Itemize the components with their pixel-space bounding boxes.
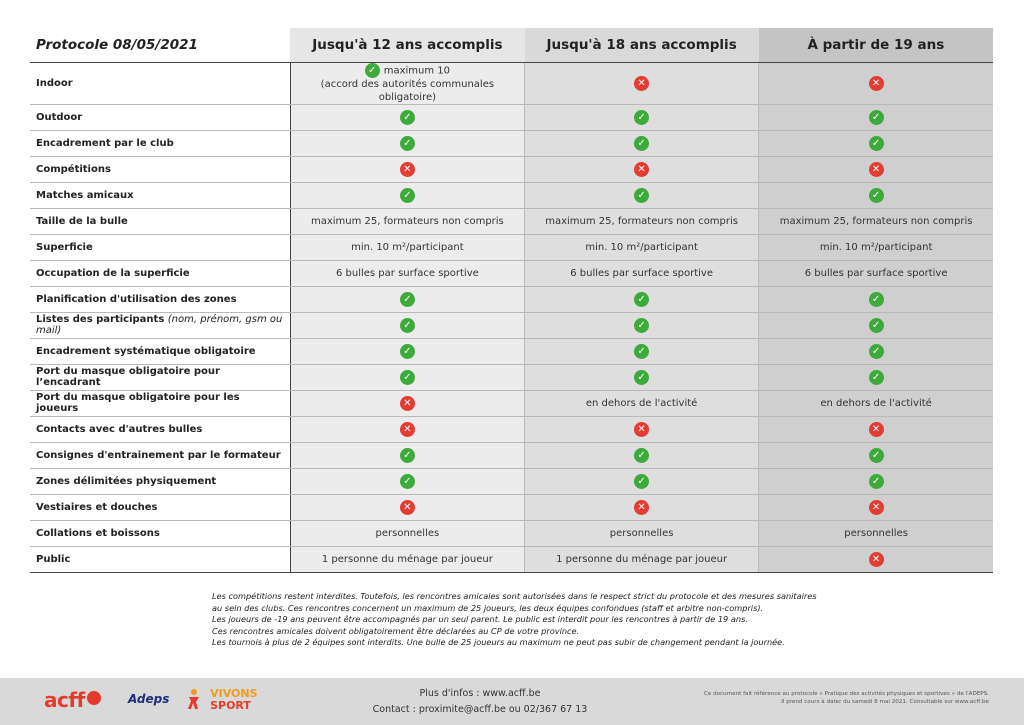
table-cell	[290, 338, 524, 364]
table-row	[30, 130, 993, 156]
cross-circle-icon: ✕	[634, 162, 649, 177]
table-cell	[290, 156, 524, 182]
row-label: Contacts avec d'autres bulles	[30, 416, 290, 442]
table-cell	[290, 182, 524, 208]
check-circle-icon: ✓	[869, 292, 884, 307]
table-cell	[759, 494, 993, 520]
table-cell	[290, 442, 524, 468]
check-circle-icon: ✓	[634, 344, 649, 359]
table-row	[30, 182, 993, 208]
check-circle-icon: ✓	[400, 136, 415, 151]
adeps-logo: Adeps	[128, 692, 170, 706]
table-cell	[290, 468, 524, 494]
protocol-table	[30, 28, 993, 573]
row-label: Superficie	[30, 234, 290, 260]
info-link[interactable]: Plus d'infos : www.acff.be	[419, 688, 541, 699]
vivons-sport-mark-icon	[186, 688, 202, 710]
table-cell: personnelles	[759, 520, 993, 546]
check-circle-icon: ✓	[634, 188, 649, 203]
table-cell	[759, 468, 993, 494]
footer-bar	[0, 678, 1024, 725]
table-row	[30, 286, 993, 312]
table-cell	[290, 104, 524, 130]
row-label: Listes des participants (nom, prénom, gsm ou mail)	[30, 312, 290, 338]
cross-circle-icon: ✕	[400, 396, 415, 411]
table-cell: min. 10 m²/participant	[525, 234, 759, 260]
check-circle-icon: ✓	[400, 318, 415, 333]
table-cell	[525, 494, 759, 520]
table-cell	[759, 546, 993, 572]
table-cell	[525, 130, 759, 156]
row-label: Indoor	[30, 62, 290, 104]
table-cell	[290, 364, 524, 390]
table-cell	[290, 286, 524, 312]
check-circle-icon: ✓	[634, 292, 649, 307]
table-cell: 6 bulles par surface sportive	[290, 260, 524, 286]
row-label: Planification d'utilisation des zones	[30, 286, 290, 312]
table-cell	[759, 416, 993, 442]
table-cell	[525, 156, 759, 182]
cross-circle-icon: ✕	[400, 500, 415, 515]
cross-circle-icon: ✕	[869, 76, 884, 91]
vivons-sport-logo: VIVONS SPORT	[186, 688, 258, 712]
table-cell: 6 bulles par surface sportive	[525, 260, 759, 286]
check-circle-icon: ✓	[869, 344, 884, 359]
table-cell: min. 10 m²/participant	[759, 234, 993, 260]
column-header-19: À partir de 19 ans	[759, 28, 993, 62]
table-row	[30, 390, 993, 416]
table-header-row	[30, 28, 993, 62]
check-circle-icon: ✓	[869, 448, 884, 463]
table-row	[30, 62, 993, 104]
row-label: Occupation de la superficie	[30, 260, 290, 286]
table-cell	[759, 156, 993, 182]
check-circle-icon: ✓	[634, 448, 649, 463]
table-cell: en dehors de l'activité	[759, 390, 993, 416]
page-title: Protocole 08/05/2021	[30, 28, 290, 62]
table-cell	[525, 104, 759, 130]
table-cell: 1 personne du ménage par joueur	[290, 546, 524, 572]
table-row	[30, 364, 993, 390]
table-row	[30, 260, 993, 286]
check-circle-icon: ✓	[869, 318, 884, 333]
cross-circle-icon: ✕	[634, 500, 649, 515]
table-row	[30, 338, 993, 364]
contact-info	[360, 686, 600, 718]
row-label: Vestiaires et douches	[30, 494, 290, 520]
cross-circle-icon: ✕	[634, 422, 649, 437]
cross-circle-icon: ✕	[400, 422, 415, 437]
table-row	[30, 234, 993, 260]
check-circle-icon: ✓	[634, 370, 649, 385]
table-cell: ✓ maximum 10 (accord des autorités communales obligatoire)	[290, 62, 524, 104]
row-label: Public	[30, 546, 290, 572]
table-cell	[290, 416, 524, 442]
table-row	[30, 494, 993, 520]
column-header-18: Jusqu'à 18 ans accomplis	[525, 28, 759, 62]
table-cell	[759, 104, 993, 130]
cross-circle-icon: ✕	[869, 162, 884, 177]
table-cell: maximum 25, formateurs non compris	[759, 208, 993, 234]
table-row	[30, 312, 993, 338]
reference-note: Ce document fait référence au protocole « Pratique des activités physiques et sportives » de l'ADEPS. Il prend cours à dater du samedi 8 mai 2021. Consultable sur www.acff.be	[703, 691, 989, 705]
check-circle-icon: ✓	[634, 136, 649, 151]
acff-logo: acff	[44, 688, 101, 712]
row-label: Zones délimitées physiquement	[30, 468, 290, 494]
cross-circle-icon: ✕	[869, 500, 884, 515]
table-cell	[759, 182, 993, 208]
row-label: Consignes d'entrainement par le formateur	[30, 442, 290, 468]
table-cell: 6 bulles par surface sportive	[759, 260, 993, 286]
table-cell	[525, 338, 759, 364]
row-label: Compétitions	[30, 156, 290, 182]
table-row	[30, 156, 993, 182]
table-cell	[290, 390, 524, 416]
table-row	[30, 520, 993, 546]
table-cell	[759, 62, 993, 104]
table-cell	[759, 442, 993, 468]
table-cell	[525, 312, 759, 338]
table-cell	[525, 442, 759, 468]
table-cell	[525, 62, 759, 104]
check-circle-icon: ✓	[634, 110, 649, 125]
row-label: Encadrement systématique obligatoire	[30, 338, 290, 364]
check-circle-icon: ✓	[400, 344, 415, 359]
check-circle-icon: ✓	[869, 136, 884, 151]
table-cell	[759, 312, 993, 338]
footnote: Ces rencontres amicales doivent obligatoirement être déclarées au CP de votre province.	[212, 625, 580, 636]
table-cell: 1 personne du ménage par joueur	[525, 546, 759, 572]
row-label: Matches amicaux	[30, 182, 290, 208]
cross-circle-icon: ✕	[400, 162, 415, 177]
footnotes	[212, 591, 817, 649]
check-circle-icon: ✓	[869, 370, 884, 385]
column-header-12: Jusqu'à 12 ans accomplis	[290, 28, 524, 62]
check-circle-icon: ✓	[400, 188, 415, 203]
table-cell	[290, 494, 524, 520]
check-circle-icon: ✓	[365, 63, 380, 78]
table-cell	[525, 468, 759, 494]
check-circle-icon: ✓	[400, 448, 415, 463]
table-cell	[759, 286, 993, 312]
cross-circle-icon: ✕	[869, 422, 884, 437]
table-cell: min. 10 m²/participant	[290, 234, 524, 260]
table-row	[30, 546, 993, 572]
row-label: Outdoor	[30, 104, 290, 130]
row-label: Port du masque obligatoire pour les joueurs	[30, 390, 290, 416]
footnote: Les tournois à plus de 2 équipes sont interdits. Une bulle de 25 joueurs au maximum ne peut pas subir de changement pendant la journée.	[212, 637, 785, 647]
check-circle-icon: ✓	[869, 474, 884, 489]
check-circle-icon: ✓	[634, 318, 649, 333]
table-cell	[759, 130, 993, 156]
check-circle-icon: ✓	[869, 110, 884, 125]
row-label: Encadrement par le club	[30, 130, 290, 156]
table-cell	[290, 312, 524, 338]
table-cell	[525, 182, 759, 208]
table-cell: personnelles	[525, 520, 759, 546]
table-cell: maximum 25, formateurs non compris	[290, 208, 524, 234]
table-row	[30, 208, 993, 234]
check-circle-icon: ✓	[634, 474, 649, 489]
table-cell	[759, 364, 993, 390]
table-cell	[290, 130, 524, 156]
table-row	[30, 442, 993, 468]
check-circle-icon: ✓	[400, 110, 415, 125]
check-circle-icon: ✓	[400, 370, 415, 385]
table-row	[30, 104, 993, 130]
row-label: Collations et boissons	[30, 520, 290, 546]
footnote: Les joueurs de -19 ans peuvent être accompagnés par un seul parent. Le public est interdit pour les rencontres à partir de 19 ans.	[212, 614, 748, 624]
table-cell	[759, 338, 993, 364]
table-cell: personnelles	[290, 520, 524, 546]
table-cell	[525, 364, 759, 390]
row-label: Port du masque obligatoire pour l’encadrant	[30, 364, 290, 390]
check-circle-icon: ✓	[400, 474, 415, 489]
cross-circle-icon: ✕	[634, 76, 649, 91]
table-cell	[525, 286, 759, 312]
table-row	[30, 468, 993, 494]
contact-link[interactable]: Contact : proximite@acff.be ou 02/367 67 13	[372, 704, 588, 715]
check-circle-icon: ✓	[869, 188, 884, 203]
table-row	[30, 416, 993, 442]
cross-circle-icon: ✕	[869, 552, 884, 567]
row-label: Taille de la bulle	[30, 208, 290, 234]
table-body	[30, 62, 993, 572]
table-cell: maximum 25, formateurs non compris	[525, 208, 759, 234]
check-circle-icon: ✓	[400, 292, 415, 307]
footnote: Les compétitions restent interdites. Toutefois, les rencontres amicales sont autorisées dans le respect strict du protocole et des mesures sanitaires au sein des clubs. Ces rencontres concernent un maximum de 25 joueurs, les deux équipes confondues (staff et arbitre non-compris).	[212, 591, 817, 613]
table-cell	[525, 416, 759, 442]
table-cell: en dehors de l'activité	[525, 390, 759, 416]
